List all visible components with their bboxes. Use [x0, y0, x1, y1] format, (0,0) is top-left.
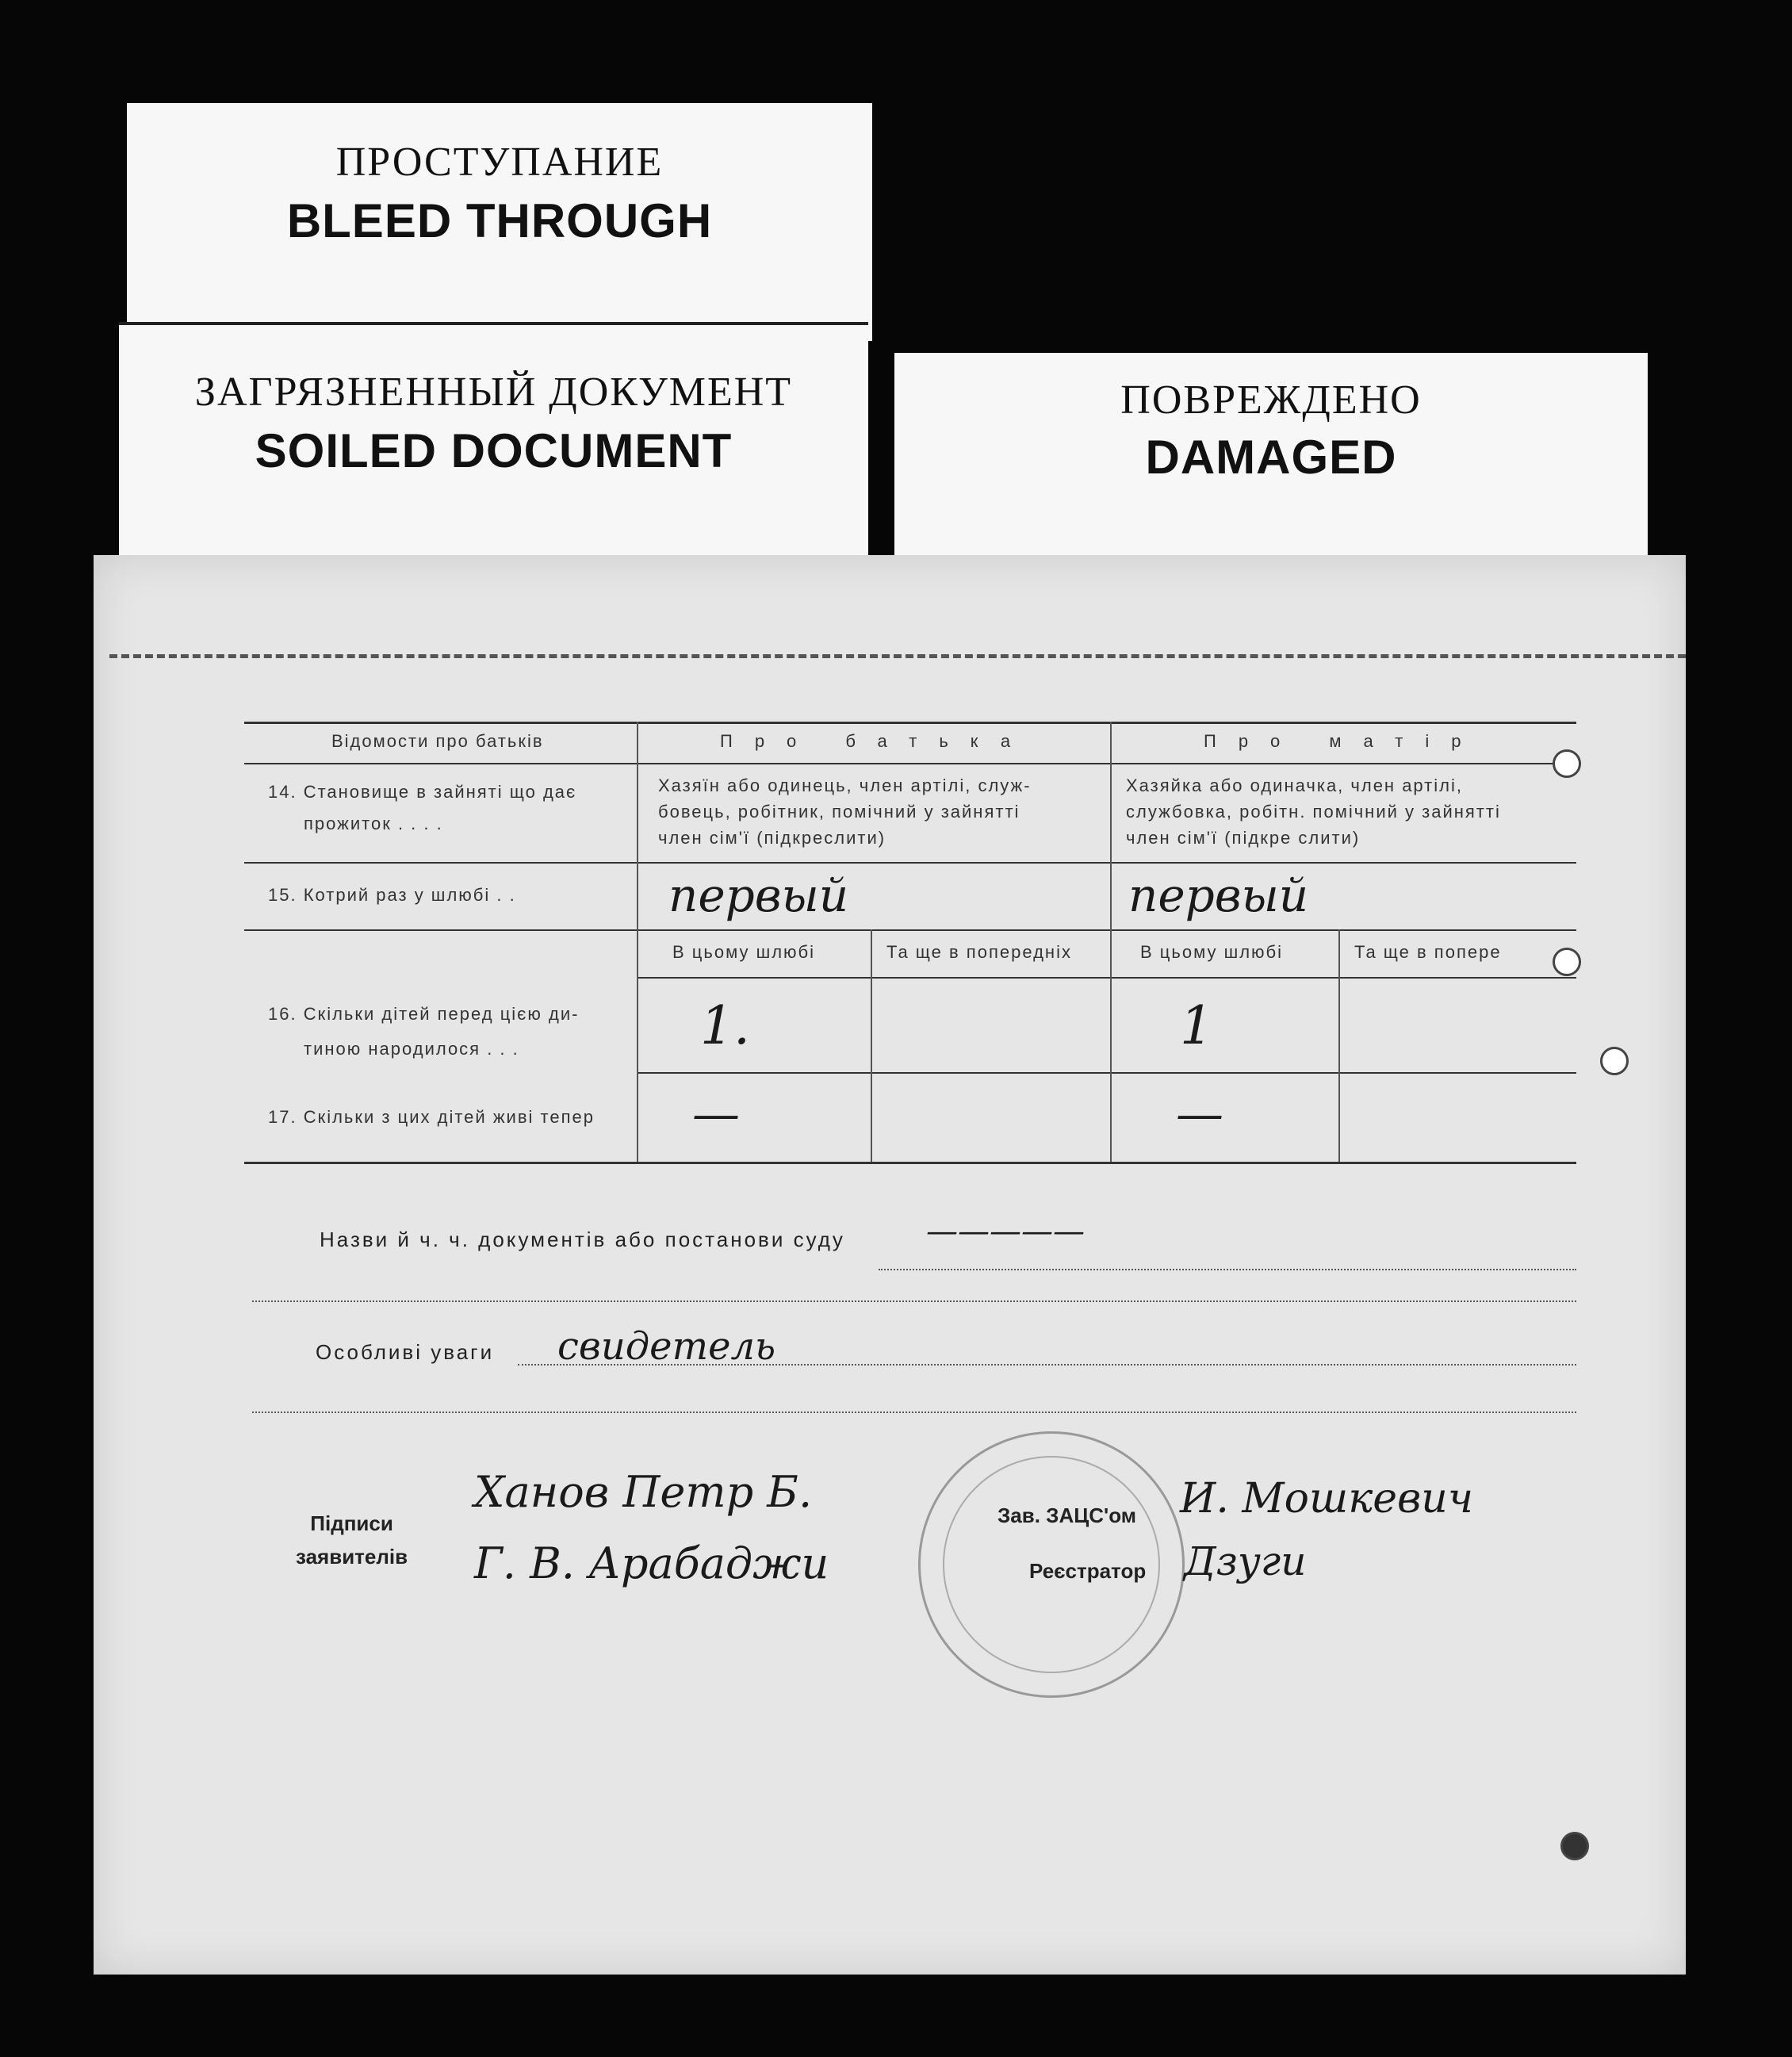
damage-hole	[1600, 1047, 1629, 1075]
row14-label-line1: 14. Становище в зайняті що дає	[268, 782, 577, 802]
documents-label: Назви й ч. ч. документів або постанови суду	[320, 1228, 845, 1251]
zags-head-signature: И. Мошкевич	[1180, 1475, 1474, 1523]
subheader-father-prev: Та ще в попередніх	[886, 942, 1072, 962]
damaged-label-card	[894, 353, 1648, 567]
row16-father-value: 1.	[700, 995, 750, 1056]
header-parents-info: Відомости про батьків	[331, 731, 544, 751]
applicant-signature-1: Ханов Петр Б.	[474, 1467, 813, 1517]
row15-mother-value: первый	[1128, 868, 1309, 922]
damage-hole	[1553, 948, 1581, 976]
registrar-signature: Дзуги	[1184, 1538, 1307, 1584]
registration-form-sheet	[94, 555, 1686, 1975]
soiled-document-ru: ЗАГРЯЗНЕННЫЙ ДОКУМЕНТ	[194, 370, 793, 415]
row14-label-line2: прожиток . . . .	[304, 814, 443, 833]
row16-mother-value: 1	[1180, 995, 1213, 1056]
signatures-label-line1: Підписи	[310, 1511, 393, 1535]
row14-mother-line3: член сім'ї (підкре слити)	[1126, 828, 1361, 848]
soiled-document-en: SOILED DOCUMENT	[255, 424, 733, 477]
header-father: Про батька	[720, 731, 1033, 751]
signatures-label-line2: заявителів	[296, 1545, 408, 1569]
row17-father-value: —	[692, 1086, 740, 1142]
row14-father-line2: бовець, робітник, помічний у зайнятті	[658, 802, 1020, 822]
perforation-line	[109, 654, 1686, 658]
damage-hole	[1560, 1832, 1589, 1860]
notes-label: Особливі уваги	[316, 1340, 495, 1364]
row16-label-line1: 16. Скільки дітей перед цією ди-	[268, 1004, 580, 1024]
row14-father-line3: член сім'ї (підкреслити)	[658, 828, 886, 848]
row14-mother-line1: Хазяйка або одиначка, член артілі,	[1126, 776, 1463, 795]
row17-label: 17. Скільки з цих дітей живі тепер	[268, 1107, 595, 1127]
header-mother: Про матір	[1204, 731, 1484, 751]
subheader-father-this: В цьому шлюбі	[672, 942, 816, 962]
registrar-label: Реєстратор	[1029, 1559, 1147, 1583]
bleed-through-label-card	[127, 103, 872, 341]
soiled-document-label-card	[119, 325, 868, 563]
documents-value: —————	[926, 1213, 1085, 1250]
row15-father-value: первый	[668, 868, 849, 922]
bleed-through-en: BLEED THROUGH	[286, 194, 713, 247]
parents-info-table	[244, 722, 1576, 1166]
zags-head-label: Зав. ЗАЦС'ом	[997, 1503, 1136, 1527]
row17-mother-value: —	[1176, 1086, 1223, 1142]
row14-father-line1: Хазяїн або одинець, член артілі, служ-	[658, 776, 1032, 795]
signatures-label	[296, 1507, 408, 1573]
damage-hole	[1553, 749, 1581, 778]
row14-mother-line2: службовка, робітн. помічний у зайнятті	[1126, 802, 1501, 822]
subheader-mother-this: В цьому шлюбі	[1140, 942, 1284, 962]
row16-label-line2: тиною народилося . . .	[304, 1039, 519, 1059]
bleed-through-ru: ПРОСТУПАНИЕ	[335, 140, 664, 185]
applicant-signature-2: Г. В. Арабаджи	[474, 1538, 829, 1588]
damaged-ru: ПОВРЕЖДЕНО	[1120, 377, 1422, 423]
notes-value: свидетель	[557, 1324, 776, 1369]
subheader-mother-prev: Та ще в попере	[1354, 942, 1502, 962]
damaged-en: DAMAGED	[1145, 431, 1397, 484]
row15-label: 15. Котрий раз у шлюбі . .	[268, 885, 516, 905]
